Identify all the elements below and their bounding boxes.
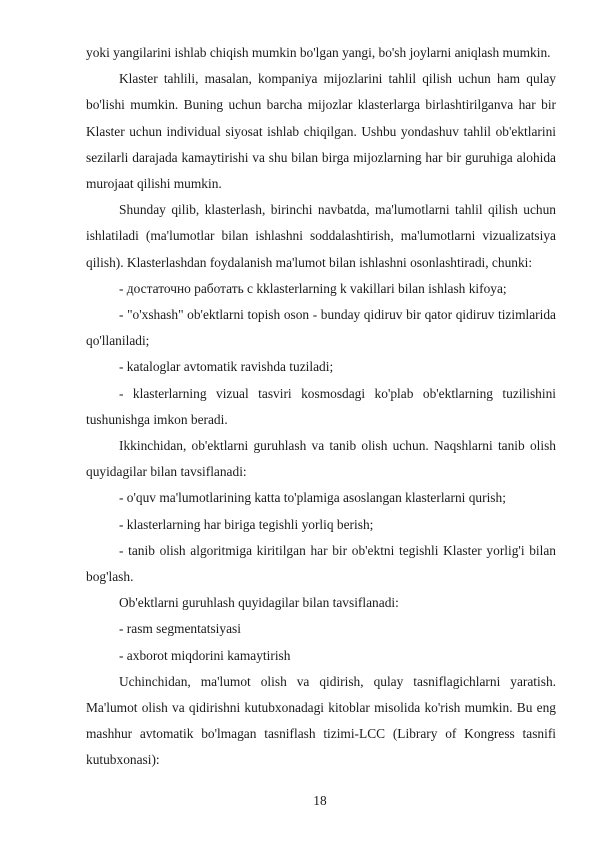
list-item: - o'quv ma'lumotlarining katta to'plamiga asoslangan klasterlarni qurish; (119, 490, 506, 506)
list-item: - axborot miqdorini kamaytirish (119, 647, 291, 663)
paragraph-continued: yoki yangilarini ishlab chiqish mumkin bo'lgan yangi, bo'sh joylarni aniqlash mumkin. (86, 45, 551, 60)
paragraph-grouping: Ob'ektlarni guruhlash quyidagilar bilan tavsiflanadi: (119, 595, 399, 611)
paragraph-clustering-purpose: Shunday qilib, klasterlash, birinchi navbatda, ma'lumotlarni tahlil qilish uchun ishlatiladi (ma'lumotlar bilan ishlashni soddalashtirish, ma'lumotlarni vizualizatsiya qilish). Klasterlashdan foydalanish ma'lumot bilan ishlashni osonlashtiradi, chunki: (86, 202, 556, 270)
paragraph-second: Ikkinchidan, ob'ektlarni guruhlash va tanib olish uchun. Naqshlarni tanib olish quyidagilar bilan tavsiflanadi: (86, 438, 556, 480)
paragraph-cluster-analysis: Klaster tahlili, masalan, kompaniya mijozlarini tahlil qilish uchun ham qulay bo'lishi mumkin. Buning uchun barcha mijozlar klasterlarga birlashtirilganva har bir Klaster uchun individual siyosat ishlab chiqilgan. Ushbu yondashuv tahlil ob'ektlarini sezilarli darajada kamaytirishi va shu bilan birga mijozlarning har bir guruhiga alohida murojaat qilishi mumkin. (86, 71, 556, 192)
document-body (86, 40, 556, 774)
list-item: - klasterlarning vizual tasviri kosmosdagi ko'plab ob'ektlarning tuzilishini tushunishga imkon beradi. (86, 385, 556, 427)
page-number: 18 (313, 793, 327, 808)
list-item: - klasterlarning har biriga tegishli yorliq berish; (119, 516, 374, 532)
paragraph-third: Uchinchidan, ma'lumot olish va qidirish, qulay tasniflagichlarni yaratish. Ma'lumot olish va qidirishni kutubxonadagi kitoblar misolida ko'rish mumkin. Bu eng mashhur avtomatik bo'lmagan tasniflash tizimi-LCC (Library of Kongress tasnifi kutubxonasi): (86, 673, 556, 768)
list-item: - kataloglar avtomatik ravishda tuziladi; (119, 359, 334, 375)
list-item: - достаточно работать с kklasterlarning k vakillari bilan ishlash kifoya; (119, 280, 507, 296)
list-item: - tanib olish algoritmiga kiritilgan har bir ob'ektni tegishli Klaster yorlig'i bilan bog'lash. (86, 542, 556, 585)
list-item: - "o'xshash" ob'ektlarni topish oson - bunday qidiruv bir qator qidiruv tizimlarida qo'llaniladi; (86, 307, 556, 349)
list-item: - rasm segmentatsiyasi (119, 621, 241, 637)
